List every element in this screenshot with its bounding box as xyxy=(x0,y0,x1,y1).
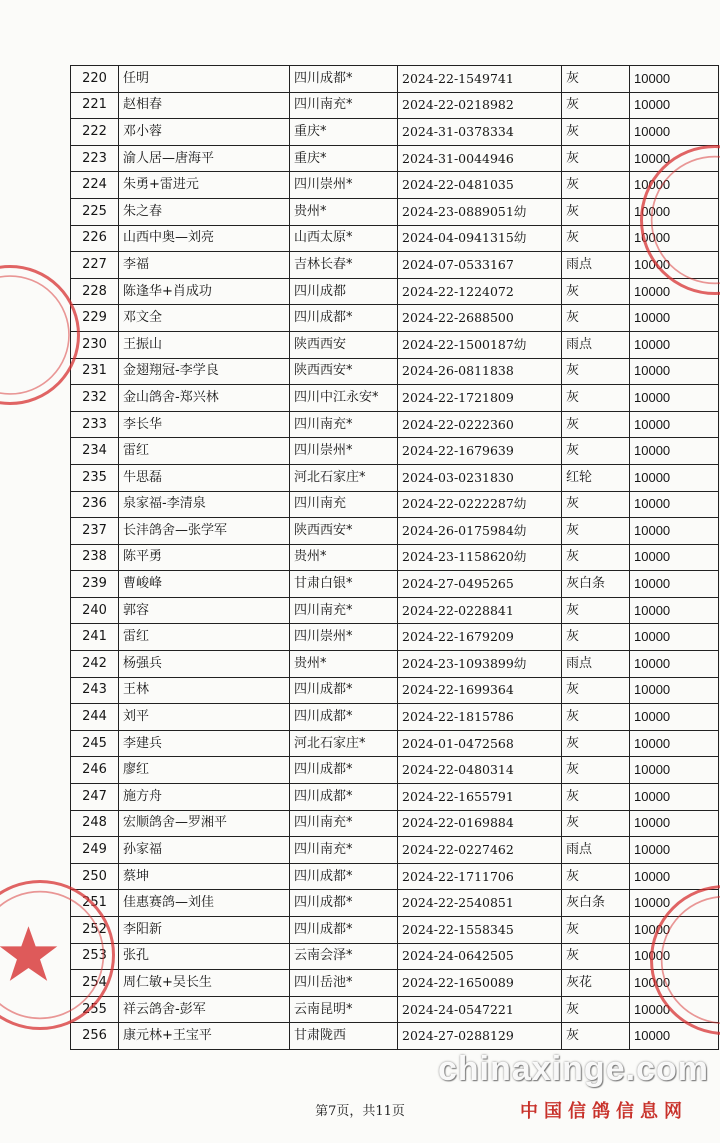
cell-feather-color: 红轮 xyxy=(562,464,630,491)
cell-name: 雷红 xyxy=(119,438,290,465)
table-row xyxy=(71,385,719,412)
cell-amount: 10000 xyxy=(630,252,719,279)
cell-amount: 10000 xyxy=(630,225,719,252)
cell-rank: 240 xyxy=(71,597,119,624)
cell-name: 李建兵 xyxy=(119,730,290,757)
cell-ring-number: 2024-23-1093899幼 xyxy=(398,651,562,678)
cell-amount: 10000 xyxy=(630,119,719,146)
cell-rank: 250 xyxy=(71,863,119,890)
cell-feather-color: 灰 xyxy=(562,810,630,837)
table-row xyxy=(71,677,719,704)
table-row xyxy=(71,66,719,93)
cell-name: 李长华 xyxy=(119,411,290,438)
cell-rank: 242 xyxy=(71,651,119,678)
cell-rank: 239 xyxy=(71,571,119,598)
cell-feather-color: 灰 xyxy=(562,358,630,385)
table-row xyxy=(71,1023,719,1050)
table-row xyxy=(71,252,719,279)
cell-amount: 10000 xyxy=(630,331,719,358)
cell-rank: 231 xyxy=(71,358,119,385)
cell-region: 贵州* xyxy=(290,198,398,225)
cell-region: 甘肃白银* xyxy=(290,571,398,598)
cell-name: 泉家福-李清泉 xyxy=(119,491,290,518)
cell-amount: 10000 xyxy=(630,677,719,704)
cell-region: 重庆* xyxy=(290,145,398,172)
cell-region: 四川成都* xyxy=(290,704,398,731)
cell-feather-color: 灰白条 xyxy=(562,571,630,598)
table-row xyxy=(71,172,719,199)
cell-region: 四川崇州* xyxy=(290,172,398,199)
cell-name: 朱之春 xyxy=(119,198,290,225)
cell-amount: 10000 xyxy=(630,704,719,731)
cell-feather-color: 灰 xyxy=(562,92,630,119)
cell-name: 宏顺鸽舍—罗湘平 xyxy=(119,810,290,837)
cell-region: 四川南充* xyxy=(290,92,398,119)
cell-feather-color: 灰 xyxy=(562,411,630,438)
cell-region: 四川成都* xyxy=(290,66,398,93)
table-row xyxy=(71,119,719,146)
table-row xyxy=(71,863,719,890)
cell-amount: 10000 xyxy=(630,438,719,465)
cell-ring-number: 2024-31-0044946 xyxy=(398,145,562,172)
cell-feather-color: 灰 xyxy=(562,863,630,890)
red-seal-stamp-left-bottom xyxy=(0,880,115,1030)
cell-region: 贵州* xyxy=(290,651,398,678)
cell-name: 曹峻峰 xyxy=(119,571,290,598)
table-row xyxy=(71,358,719,385)
cell-name: 邓小蓉 xyxy=(119,119,290,146)
table-row xyxy=(71,544,719,571)
cell-name: 祥云鸽舍-彭军 xyxy=(119,996,290,1023)
watermark-site: chinaxinge.com xyxy=(438,1050,709,1088)
table-row xyxy=(71,571,719,598)
cell-rank: 226 xyxy=(71,225,119,252)
table-row xyxy=(71,730,719,757)
cell-feather-color: 灰 xyxy=(562,677,630,704)
cell-feather-color: 灰 xyxy=(562,198,630,225)
cell-rank: 248 xyxy=(71,810,119,837)
cell-rank: 253 xyxy=(71,943,119,970)
cell-amount: 10000 xyxy=(630,92,719,119)
cell-rank: 232 xyxy=(71,385,119,412)
cell-region: 四川南充* xyxy=(290,411,398,438)
cell-ring-number: 2024-22-0218982 xyxy=(398,92,562,119)
table-row xyxy=(71,278,719,305)
cell-ring-number: 2024-23-0889051幼 xyxy=(398,198,562,225)
cell-region: 四川崇州* xyxy=(290,438,398,465)
cell-rank: 220 xyxy=(71,66,119,93)
cell-ring-number: 2024-07-0533167 xyxy=(398,252,562,279)
cell-feather-color: 灰 xyxy=(562,119,630,146)
cell-name: 陈平勇 xyxy=(119,544,290,571)
cell-name: 廖红 xyxy=(119,757,290,784)
cell-region: 云南会泽* xyxy=(290,943,398,970)
cell-amount: 10000 xyxy=(630,943,719,970)
cell-amount: 10000 xyxy=(630,597,719,624)
cell-ring-number: 2024-22-1549741 xyxy=(398,66,562,93)
cell-name: 陈逢华+肖成功 xyxy=(119,278,290,305)
table-row xyxy=(71,890,719,917)
cell-feather-color: 灰 xyxy=(562,518,630,545)
cell-feather-color: 灰 xyxy=(562,438,630,465)
cell-ring-number: 2024-27-0495265 xyxy=(398,571,562,598)
cell-feather-color: 灰 xyxy=(562,757,630,784)
cell-feather-color: 雨点 xyxy=(562,252,630,279)
cell-rank: 245 xyxy=(71,730,119,757)
table-row xyxy=(71,491,719,518)
cell-feather-color: 灰 xyxy=(562,385,630,412)
cell-ring-number: 2024-22-1655791 xyxy=(398,784,562,811)
cell-ring-number: 2024-24-0642505 xyxy=(398,943,562,970)
cell-region: 吉林长春* xyxy=(290,252,398,279)
cell-amount: 10000 xyxy=(630,385,719,412)
cell-amount: 10000 xyxy=(630,411,719,438)
cell-feather-color: 灰 xyxy=(562,278,630,305)
cell-amount: 10000 xyxy=(630,544,719,571)
table-row xyxy=(71,145,719,172)
cell-name: 金山鸽舍-郑兴林 xyxy=(119,385,290,412)
cell-feather-color: 灰 xyxy=(562,704,630,731)
cell-name: 长沣鸽舍—张学军 xyxy=(119,518,290,545)
table-row xyxy=(71,810,719,837)
cell-amount: 10000 xyxy=(630,518,719,545)
table-row xyxy=(71,757,719,784)
cell-amount: 10000 xyxy=(630,278,719,305)
cell-region: 四川中江永安* xyxy=(290,385,398,412)
star-icon xyxy=(0,268,77,402)
cell-name: 朱勇+雷进元 xyxy=(119,172,290,199)
cell-feather-color: 灰 xyxy=(562,1023,630,1050)
table-row xyxy=(71,518,719,545)
cell-region: 陕西西安 xyxy=(290,331,398,358)
cell-region: 四川南充* xyxy=(290,597,398,624)
cell-amount: 10000 xyxy=(630,970,719,997)
cell-name: 渝人居—唐海平 xyxy=(119,145,290,172)
cell-ring-number: 2024-22-0222360 xyxy=(398,411,562,438)
cell-region: 四川成都* xyxy=(290,757,398,784)
cell-ring-number: 2024-22-2688500 xyxy=(398,305,562,332)
cell-rank: 246 xyxy=(71,757,119,784)
cell-amount: 10000 xyxy=(630,996,719,1023)
cell-ring-number: 2024-01-0472568 xyxy=(398,730,562,757)
cell-ring-number: 2024-22-1224072 xyxy=(398,278,562,305)
cell-feather-color: 灰 xyxy=(562,597,630,624)
results-table xyxy=(70,65,719,1050)
cell-amount: 10000 xyxy=(630,172,719,199)
cell-region: 山西太原* xyxy=(290,225,398,252)
watermark-name: 中国信鸽信息网 xyxy=(520,1101,688,1122)
cell-rank: 237 xyxy=(71,518,119,545)
cell-rank: 251 xyxy=(71,890,119,917)
table-row xyxy=(71,331,719,358)
cell-region: 四川崇州* xyxy=(290,624,398,651)
cell-region: 四川成都* xyxy=(290,305,398,332)
cell-amount: 10000 xyxy=(630,198,719,225)
table-row xyxy=(71,917,719,944)
cell-feather-color: 灰 xyxy=(562,730,630,757)
cell-amount: 10000 xyxy=(630,145,719,172)
cell-ring-number: 2024-22-0228841 xyxy=(398,597,562,624)
cell-name: 雷红 xyxy=(119,624,290,651)
cell-feather-color: 灰 xyxy=(562,66,630,93)
cell-amount: 10000 xyxy=(630,571,719,598)
cell-region: 河北石家庄* xyxy=(290,730,398,757)
cell-ring-number: 2024-22-1721809 xyxy=(398,385,562,412)
cell-feather-color: 灰 xyxy=(562,172,630,199)
cell-amount: 10000 xyxy=(630,810,719,837)
cell-rank: 254 xyxy=(71,970,119,997)
red-seal-stamp-left-top xyxy=(0,265,80,405)
red-seal-stamp-right-bottom xyxy=(650,885,720,1035)
cell-amount: 10000 xyxy=(630,651,719,678)
cell-name: 王振山 xyxy=(119,331,290,358)
cell-rank: 236 xyxy=(71,491,119,518)
cell-name: 金翅翔冠-李学良 xyxy=(119,358,290,385)
cell-name: 赵相春 xyxy=(119,92,290,119)
cell-feather-color: 灰白条 xyxy=(562,890,630,917)
cell-rank: 252 xyxy=(71,917,119,944)
table-row xyxy=(71,198,719,225)
cell-feather-color: 灰 xyxy=(562,917,630,944)
cell-ring-number: 2024-22-1679639 xyxy=(398,438,562,465)
cell-region: 四川南充 xyxy=(290,491,398,518)
cell-region: 四川成都* xyxy=(290,863,398,890)
cell-amount: 10000 xyxy=(630,491,719,518)
table-row xyxy=(71,704,719,731)
cell-ring-number: 2024-22-1500187幼 xyxy=(398,331,562,358)
cell-region: 四川岳池* xyxy=(290,970,398,997)
cell-name: 刘平 xyxy=(119,704,290,731)
cell-ring-number: 2024-22-1679209 xyxy=(398,624,562,651)
cell-rank: 222 xyxy=(71,119,119,146)
cell-ring-number: 2024-22-0481035 xyxy=(398,172,562,199)
cell-region: 四川成都* xyxy=(290,784,398,811)
cell-ring-number: 2024-22-0227462 xyxy=(398,837,562,864)
cell-region: 甘肃陇西 xyxy=(290,1023,398,1050)
cell-ring-number: 2024-22-1711706 xyxy=(398,863,562,890)
cell-rank: 243 xyxy=(71,677,119,704)
cell-region: 四川成都* xyxy=(290,890,398,917)
cell-feather-color: 灰 xyxy=(562,305,630,332)
table-row xyxy=(71,943,719,970)
cell-feather-color: 雨点 xyxy=(562,331,630,358)
cell-amount: 10000 xyxy=(630,784,719,811)
cell-region: 四川成都 xyxy=(290,278,398,305)
cell-feather-color: 灰 xyxy=(562,624,630,651)
cell-region: 河北石家庄* xyxy=(290,464,398,491)
cell-ring-number: 2024-22-1815786 xyxy=(398,704,562,731)
cell-region: 重庆* xyxy=(290,119,398,146)
cell-ring-number: 2024-04-0941315幼 xyxy=(398,225,562,252)
cell-amount: 10000 xyxy=(630,305,719,332)
table-row xyxy=(71,837,719,864)
cell-feather-color: 雨点 xyxy=(562,837,630,864)
cell-rank: 244 xyxy=(71,704,119,731)
cell-amount: 10000 xyxy=(630,66,719,93)
page-number: 第7页，共11页 xyxy=(315,1104,405,1119)
cell-amount: 10000 xyxy=(630,730,719,757)
cell-amount: 10000 xyxy=(630,358,719,385)
cell-feather-color: 灰 xyxy=(562,225,630,252)
cell-ring-number: 2024-26-0811838 xyxy=(398,358,562,385)
cell-name: 施方舟 xyxy=(119,784,290,811)
cell-rank: 221 xyxy=(71,92,119,119)
cell-rank: 234 xyxy=(71,438,119,465)
cell-name: 张孔 xyxy=(119,943,290,970)
cell-rank: 233 xyxy=(71,411,119,438)
cell-rank: 238 xyxy=(71,544,119,571)
cell-region: 陕西西安* xyxy=(290,358,398,385)
table-row xyxy=(71,438,719,465)
cell-name: 孙家福 xyxy=(119,837,290,864)
cell-ring-number: 2024-03-0231830 xyxy=(398,464,562,491)
cell-region: 云南昆明* xyxy=(290,996,398,1023)
cell-ring-number: 2024-27-0288129 xyxy=(398,1023,562,1050)
cell-name: 郭容 xyxy=(119,597,290,624)
cell-name: 李阳新 xyxy=(119,917,290,944)
cell-feather-color: 灰 xyxy=(562,943,630,970)
cell-ring-number: 2024-26-0175984幼 xyxy=(398,518,562,545)
cell-feather-color: 灰 xyxy=(562,491,630,518)
star-icon xyxy=(0,883,112,1027)
cell-feather-color: 灰 xyxy=(562,145,630,172)
cell-region: 四川南充* xyxy=(290,837,398,864)
cell-name: 杨强兵 xyxy=(119,651,290,678)
cell-amount: 10000 xyxy=(630,863,719,890)
cell-rank: 230 xyxy=(71,331,119,358)
cell-ring-number: 2024-22-1650089 xyxy=(398,970,562,997)
cell-rank: 224 xyxy=(71,172,119,199)
cell-name: 山西中奥—刘亮 xyxy=(119,225,290,252)
table-row xyxy=(71,651,719,678)
cell-feather-color: 灰 xyxy=(562,544,630,571)
cell-name: 任明 xyxy=(119,66,290,93)
cell-amount: 10000 xyxy=(630,757,719,784)
cell-name: 佳惠赛鸽—刘佳 xyxy=(119,890,290,917)
table-row xyxy=(71,624,719,651)
cell-rank: 225 xyxy=(71,198,119,225)
table-row xyxy=(71,464,719,491)
cell-region: 陕西西安* xyxy=(290,518,398,545)
cell-ring-number: 2024-22-1558345 xyxy=(398,917,562,944)
cell-ring-number: 2024-22-2540851 xyxy=(398,890,562,917)
cell-ring-number: 2024-31-0378334 xyxy=(398,119,562,146)
cell-ring-number: 2024-22-0169884 xyxy=(398,810,562,837)
table-row xyxy=(71,970,719,997)
table-row xyxy=(71,305,719,332)
cell-region: 四川成都* xyxy=(290,917,398,944)
red-seal-stamp-right-top xyxy=(640,145,720,295)
results-table-body xyxy=(71,66,719,1050)
cell-rank: 255 xyxy=(71,996,119,1023)
cell-ring-number: 2024-24-0547221 xyxy=(398,996,562,1023)
cell-ring-number: 2024-22-0222287幼 xyxy=(398,491,562,518)
cell-rank: 249 xyxy=(71,837,119,864)
cell-feather-color: 灰花 xyxy=(562,970,630,997)
cell-rank: 247 xyxy=(71,784,119,811)
cell-ring-number: 2024-22-1699364 xyxy=(398,677,562,704)
cell-feather-color: 灰 xyxy=(562,784,630,811)
table-row xyxy=(71,225,719,252)
cell-amount: 10000 xyxy=(630,837,719,864)
cell-feather-color: 灰 xyxy=(562,996,630,1023)
cell-name: 周仁敏+吴长生 xyxy=(119,970,290,997)
cell-rank: 256 xyxy=(71,1023,119,1050)
cell-ring-number: 2024-22-0480314 xyxy=(398,757,562,784)
cell-name: 康元林+王宝平 xyxy=(119,1023,290,1050)
table-row xyxy=(71,784,719,811)
table-row xyxy=(71,92,719,119)
cell-rank: 228 xyxy=(71,278,119,305)
cell-name: 李福 xyxy=(119,252,290,279)
cell-region: 四川南充* xyxy=(290,810,398,837)
cell-name: 蔡坤 xyxy=(119,863,290,890)
cell-name: 邓文全 xyxy=(119,305,290,332)
cell-name: 王林 xyxy=(119,677,290,704)
cell-region: 四川成都* xyxy=(290,677,398,704)
cell-rank: 235 xyxy=(71,464,119,491)
cell-amount: 10000 xyxy=(630,464,719,491)
cell-rank: 227 xyxy=(71,252,119,279)
cell-rank: 241 xyxy=(71,624,119,651)
cell-amount: 10000 xyxy=(630,624,719,651)
cell-amount: 10000 xyxy=(630,917,719,944)
cell-rank: 229 xyxy=(71,305,119,332)
cell-ring-number: 2024-23-1158620幼 xyxy=(398,544,562,571)
cell-amount: 10000 xyxy=(630,1023,719,1050)
cell-region: 贵州* xyxy=(290,544,398,571)
cell-amount: 10000 xyxy=(630,890,719,917)
table-row xyxy=(71,597,719,624)
cell-rank: 223 xyxy=(71,145,119,172)
cell-name: 牛思磊 xyxy=(119,464,290,491)
table-row xyxy=(71,996,719,1023)
cell-feather-color: 雨点 xyxy=(562,651,630,678)
table-row xyxy=(71,411,719,438)
